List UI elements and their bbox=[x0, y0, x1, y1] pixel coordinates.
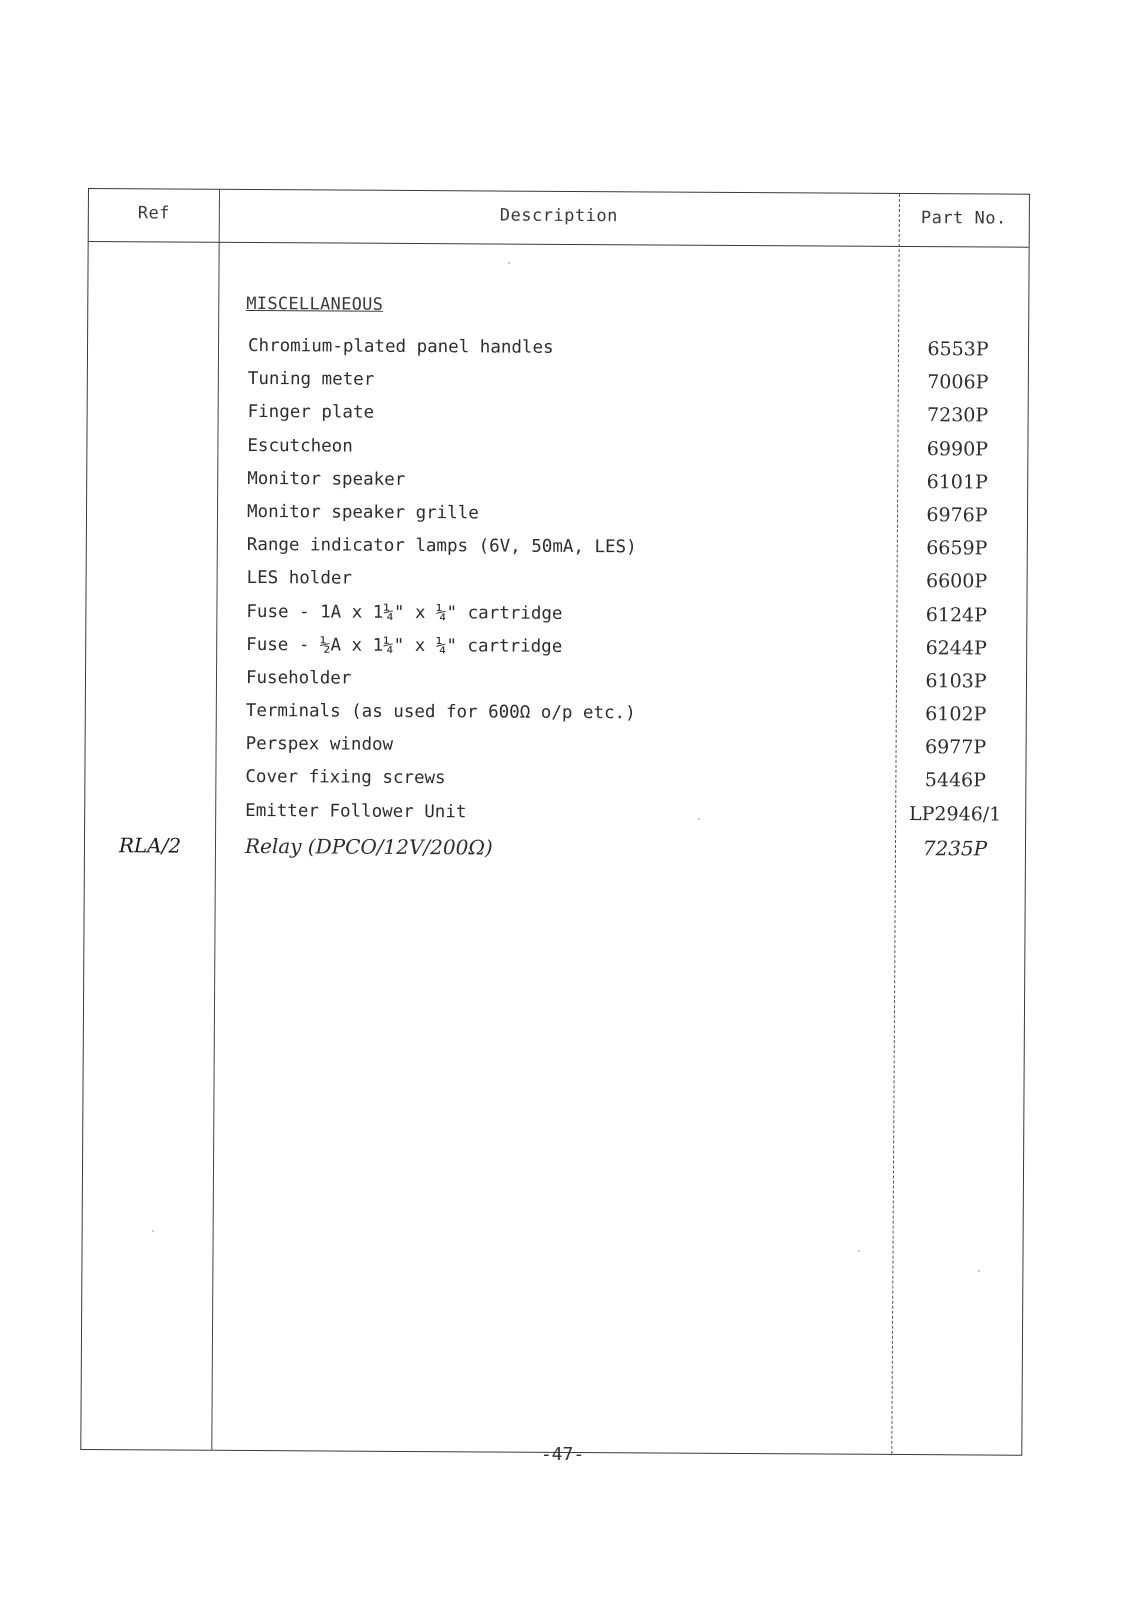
row-description: Cover fixing screws bbox=[245, 767, 446, 789]
row-part-no: 7235P bbox=[922, 835, 988, 861]
row-part-no: 6244P bbox=[925, 636, 987, 660]
row-description: Monitor speaker bbox=[247, 468, 406, 490]
header-ref: Ref bbox=[137, 203, 171, 224]
row-description: LES holder bbox=[246, 568, 353, 589]
row-description: Tuning meter bbox=[247, 369, 375, 390]
row-part-no: 6124P bbox=[925, 603, 988, 626]
row-part-no: 6600P bbox=[925, 570, 988, 593]
row-part-no: 6101P bbox=[926, 470, 988, 494]
scan-speck bbox=[698, 818, 700, 820]
header-description: Description bbox=[499, 205, 618, 227]
row-description: Relay (DPCO/12V/200Ω) bbox=[244, 833, 493, 860]
row-description: Fuse - ½A x 1¼" x ¼" cartridge bbox=[246, 634, 563, 657]
row-description: Emitter Follower Unit bbox=[245, 800, 467, 822]
header-divider bbox=[89, 241, 1029, 248]
row-part-no: LP2946/1 bbox=[909, 802, 1002, 826]
row-part-no: 6976P bbox=[926, 504, 988, 527]
row-description: Escutcheon bbox=[247, 435, 353, 457]
row-part-no: 6977P bbox=[924, 736, 987, 759]
table-body bbox=[85, 335, 1028, 872]
row-part-no: 6103P bbox=[925, 669, 987, 693]
row-ref: RLA/2 bbox=[118, 833, 182, 858]
table-row-handwritten bbox=[85, 833, 1025, 872]
row-part-no: 6990P bbox=[926, 437, 989, 461]
header-part-no: Part No. bbox=[920, 208, 1007, 229]
row-description: Perspex window bbox=[245, 734, 394, 756]
page-number: -47- bbox=[540, 1444, 585, 1465]
scan-speck bbox=[508, 262, 510, 264]
row-description: Fuseholder bbox=[245, 667, 352, 689]
row-part-no: 6553P bbox=[927, 338, 989, 361]
row-description: Finger plate bbox=[247, 402, 375, 424]
row-part-no: 7006P bbox=[927, 371, 989, 394]
parts-table bbox=[80, 188, 1030, 1456]
scan-speck bbox=[858, 1250, 860, 1252]
row-description: Terminals (as used for 600Ω o/p etc.) bbox=[245, 701, 636, 724]
row-description: Fuse - 1A x 1¼" x ¼" cartridge bbox=[246, 601, 563, 624]
scan-speck bbox=[152, 1230, 154, 1232]
row-description: Monitor speaker grille bbox=[246, 501, 479, 524]
row-part-no: 7230P bbox=[926, 404, 989, 427]
scan-speck bbox=[978, 1270, 980, 1272]
row-description: Range indicator lamps (6V, 50mA, LES) bbox=[246, 535, 637, 558]
row-description: Chromium-plated panel handles bbox=[247, 335, 554, 358]
row-part-no: 6102P bbox=[925, 703, 987, 726]
section-title: MISCELLANEOUS bbox=[246, 293, 384, 315]
row-part-no: 6659P bbox=[926, 537, 988, 560]
row-part-no: 5446P bbox=[924, 769, 987, 792]
